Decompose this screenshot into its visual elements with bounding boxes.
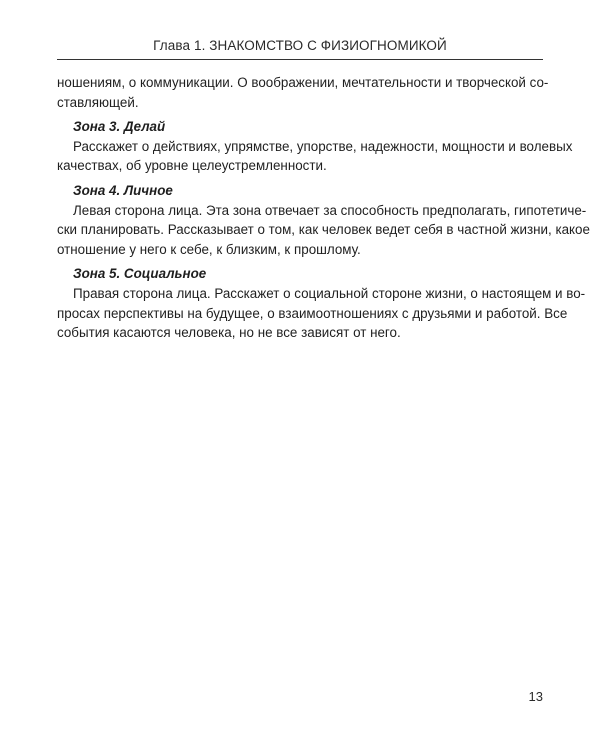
section-heading: Зона 3. Делай <box>73 119 166 135</box>
section-heading: Зона 5. Социальное <box>73 266 207 282</box>
page-body <box>57 73 590 343</box>
body-line: отношение у него к себе, к близким, к прошлому. <box>57 241 361 257</box>
body-line: ношениям, о коммуникации. О воображении, мечтательности и творческой со- <box>57 75 549 90</box>
body-line: Расскажет о действиях, упрямстве, упорстве, надежности, мощности и волевых <box>73 138 573 154</box>
body-line: ставляющей. <box>57 94 139 110</box>
body-line: ски планировать. Рассказывает о том, как человек ведет себя в частной жизни, какое <box>57 222 590 238</box>
body-line: качествах, об уровне целеустремленности. <box>57 158 327 174</box>
body-line: Левая сторона лица. Эта зона отвечает за способность предполагать, гипотетиче- <box>73 202 587 218</box>
body-line: события касаются человека, но не все зависят от него. <box>57 325 401 341</box>
body-line: Правая сторона лица. Расскажет о социальной стороне жизни, о настоящем и во- <box>73 285 586 301</box>
header-rule <box>57 59 543 60</box>
section-heading: Зона 4. Личное <box>73 182 173 198</box>
page-number: 13 <box>528 689 543 704</box>
running-head: Глава 1. ЗНАКОМСТВО С ФИЗИОГНОМИКОЙ <box>153 38 447 53</box>
body-line: просах перспективы на будущее, о взаимоотношениях с друзьями и работой. Все <box>57 305 568 321</box>
